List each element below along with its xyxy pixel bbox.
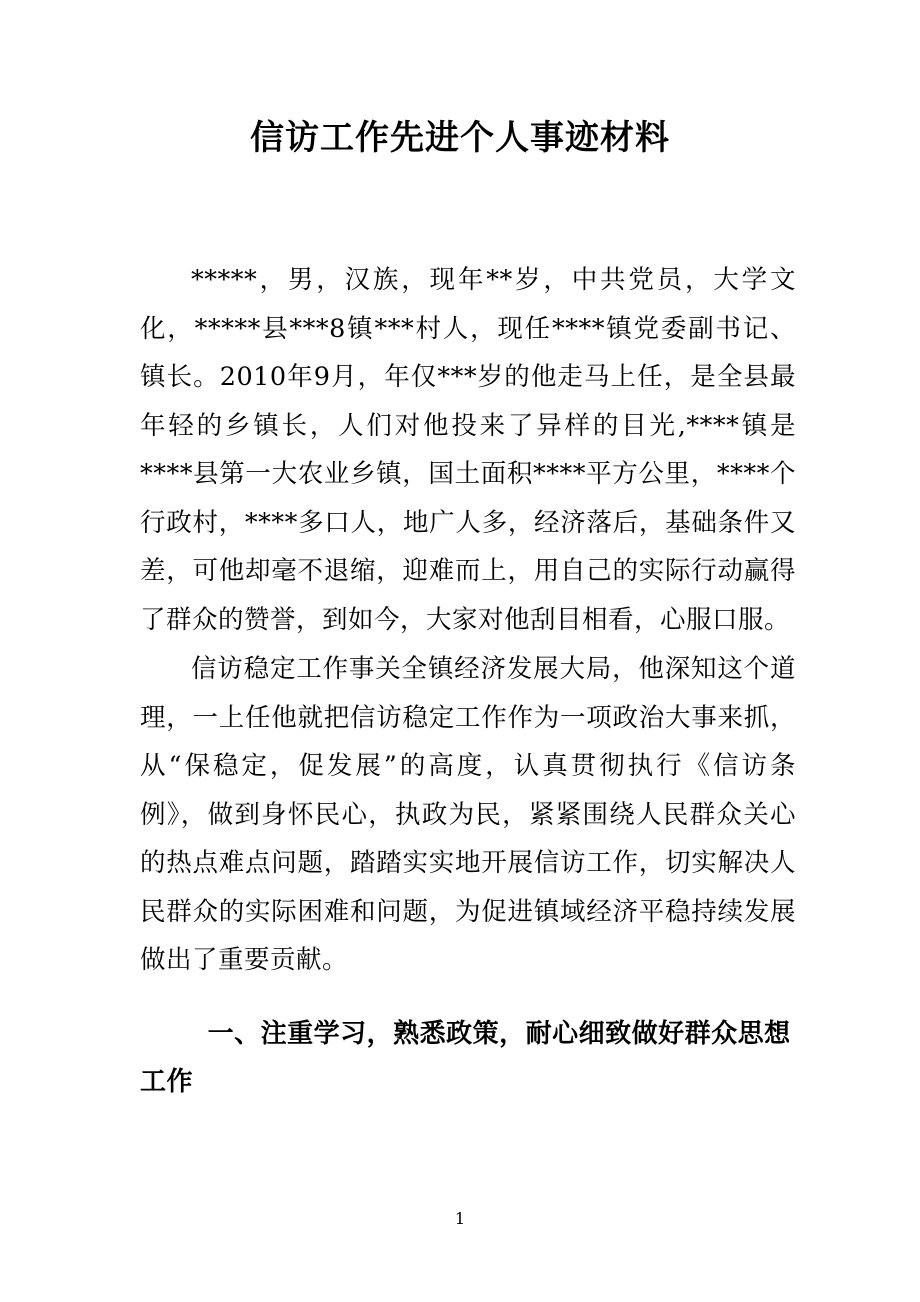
document-title: 信访工作先进个人事迹材料 — [250, 118, 670, 158]
section-heading: 一、注重学习，熟悉政策，耐心细致做好群众思想工作 — [140, 1019, 791, 1097]
body-paragraph-2: 信访稳定工作事关全镇经济发展大局，他深知这个道理，一上任他就把信访稳定工作作为一项政治大事来抓，从“保稳定，促发展”的高度，认真贯彻执行《信访条例》，做到身怀民心，执政为民，紧紧围绕人民群众关心的热点难点问题，踏踏实实地开展信访工作，切实解决人民群众的实际困难和问题，为促进镇域经济平稳持续发展做出了重要贡献。 — [140, 654, 796, 975]
page-number: 1 — [454, 1209, 466, 1228]
body-paragraph-1: *****，男，汉族，现年**岁，中共党员，大学文化，*****县***8镇***村人，现任****镇党委副书记、镇长。2010年9月，年仅***岁的他走马上任，是全县最年轻的乡镇长，人们对他投来了异样的目光,****镇是****县第一大农业乡镇，国土面积****平方公里，****个行政村，****多口人，地广人多，经济落后，基础条件又差，可他却毫不退缩，迎难而上，用自己的实际行动赢得了群众的赞誉，到如今，大家对他刮目相看，心服口服。 — [140, 265, 796, 635]
